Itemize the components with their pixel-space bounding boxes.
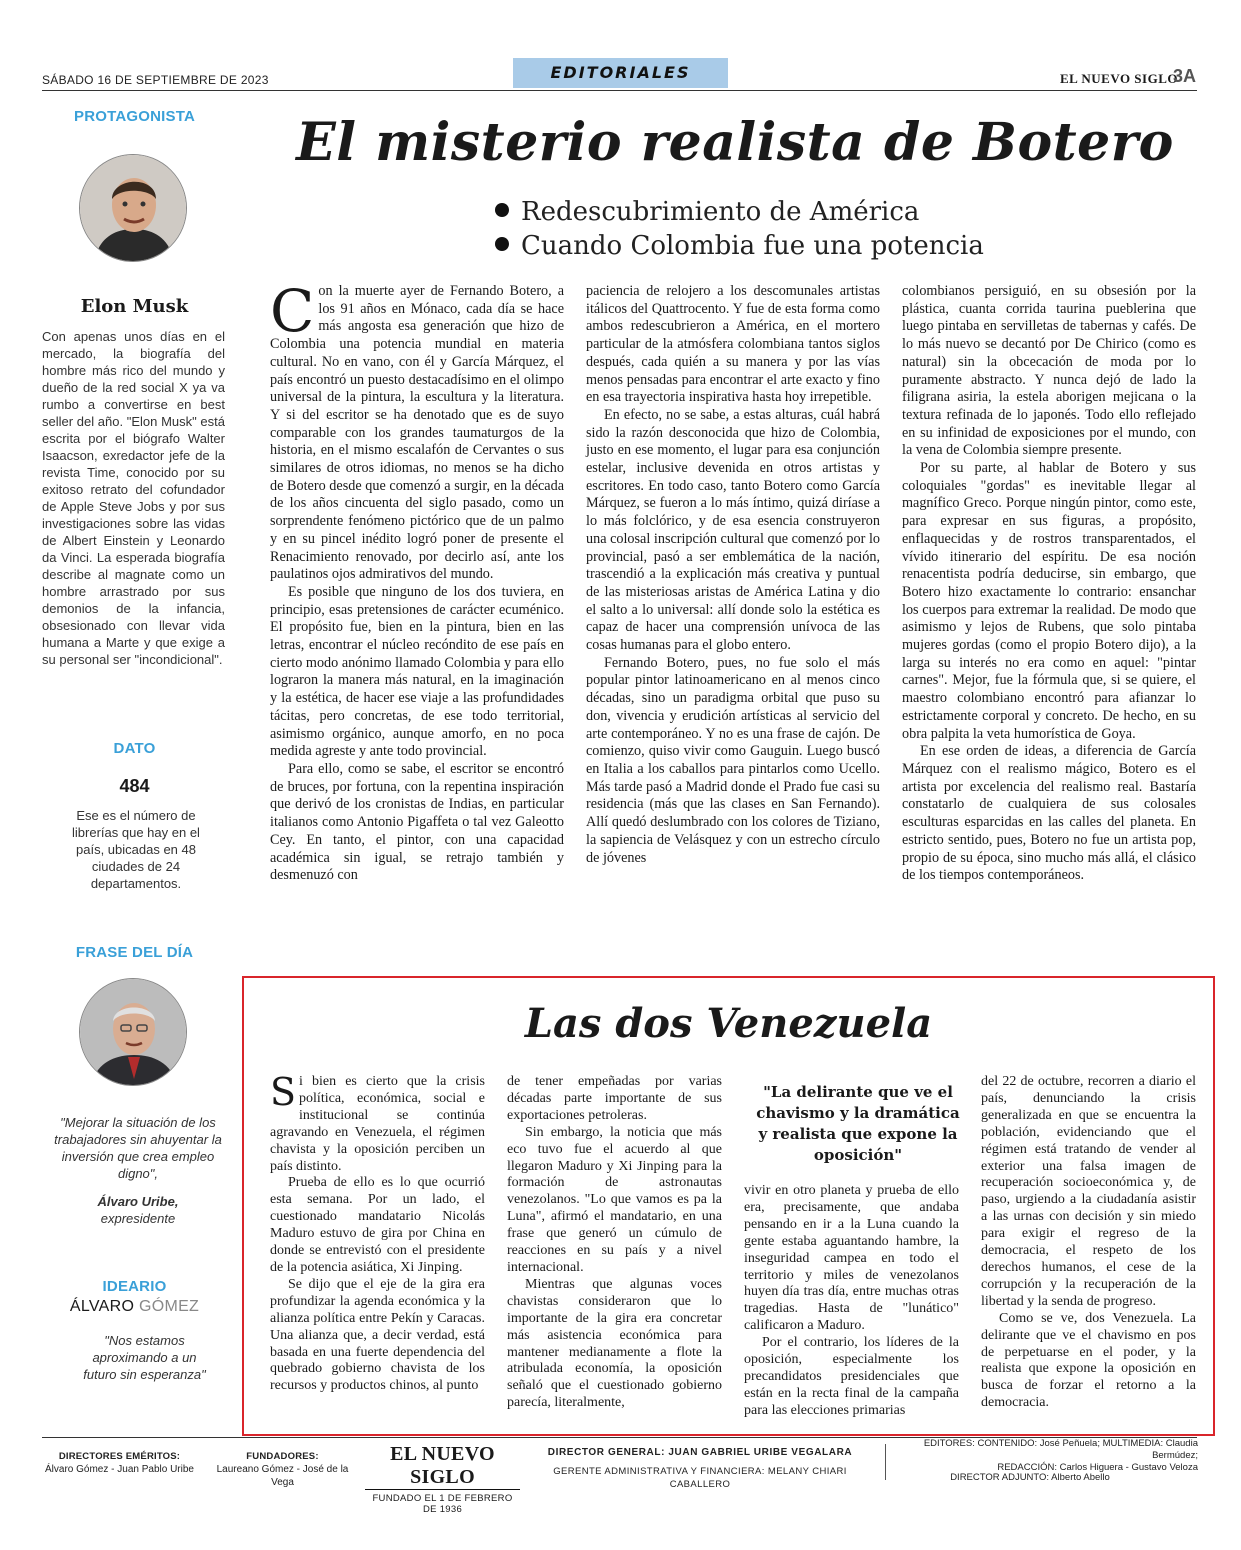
- paragraph-text: on la muerte ayer de Fernando Botero, a los 91 años en Mónaco, cada día se hace más angosta esa generación que hizo de Colombia una potencia mundial en materia cultural. No en vano, con él y García Márquez, el país encontró un puesto destacadísimo en el olimpo universal de la pintura, la escultura y la literatura. Y si del escritor se ha denotado que es de suyo comparable con los grandes taumaturgos de la historia, en el mismo escalafón de Cervantes o sus similares de otros idiomas, no menos se ha dicho de Botero desde que comenzó a surgir, en la década de los años cincuenta del siglo pasado, como un sorprendente fenómeno pictórico que de un palmo y en su pincel inédito logró poner de presente el Renacimiento renovado, por decirlo así, ante los paulatinos ojos admirativos del mundo.: [270, 283, 564, 583]
- drop-cap: S: [270, 1070, 297, 1114]
- protagonista-text: Con apenas unos días en el mercado, la biografía del hombre más rico del mundo y dueño de la red social X ya va rumbo a convertirse en best seller del año. "Elon Musk" está escrita por el biógrafo Walter Isaacson, exredactor jefe de la revista Time, conocido por su exitoso retrato del cofundador de Apple Steve Jobs y por sus investigaciones sobre las vidas de Albert Einstein y Leonardo da Vinci. La esperada biografía describe al magnate como un hombre arrastrado por sus demonios de la infancia, obsesionado con llevar vida humana a Marte y que exige a su personal ser "incondicional".: [42, 329, 225, 667]
- footer-editors: [888, 1438, 1198, 1474]
- second-editorial-column-3: [744, 1183, 959, 1420]
- footer-separator: [885, 1444, 886, 1480]
- ideario-quote: "Nos estamos aproximando a un futuro sin esperanza": [83, 1333, 206, 1382]
- paragraph: del 22 de octubre, recorren a diario el país, denunciando la crisis generalizada en que se encuentra la población, evidenciando que el régimen está tratando de vender al exterior una falsa imagen de recuperación socioeconómica y, de paso, urgiendo a la ciudadanía asistir a las urnas con decisión y sin miedo para exigir el regreso de la democracia, el respeto de los derechos humanos, el cese de la corrupción y la recuperación de la libertad y la senda de progreso.: [981, 1074, 1196, 1309]
- paragraph: vivir en otro planeta y prueba de ello era, precisamente, que andaba pensando en ir a la Luna cuando la gente estaba aguantando hambre, la inseguridad campea en todo el territorio y miles de venezolanos huyen día tras día, entre muchas otras tragedias. Hasta de "lunático" calificaron a Maduro.: [744, 1183, 959, 1334]
- ideario-last-name: GÓMEZ: [138, 1298, 200, 1315]
- frase-author: [48, 1193, 228, 1210]
- paragraph: Para ello, como se sabe, el escritor se encontró de bruces, por fortuna, con la repentina inspiración que derivó de los cronistas de Indias, en particular italianos como Antonio Pigaffeta o tal vez Galeotto Cey. En tanto, el pintor, con una capacidad académica sin igual, se retrajo también y desmenuzó con: [270, 760, 564, 884]
- page-number: 3A: [1173, 66, 1197, 86]
- editorial-column-2: [586, 283, 880, 867]
- bullet-icon: [495, 203, 509, 217]
- subhead-2-text: Cuando Colombia fue una potencia: [521, 231, 984, 261]
- editorial-subheads: [495, 195, 984, 263]
- directores-names: Álvaro Gómez - Juan Pablo Uribe: [45, 1464, 194, 1475]
- paragraph: Fernando Botero, pues, no fue solo el más popular pintor latinoamericano en al menos cinco décadas, sino un paradigma orbital que puso su don, vivencia y erudición artísticas al servicio del arte contemporáneo. Y no es una frase de cajón. De comienzo, quiso vivir como Gauguin. Luego buscó en Italia a los caballos para pintarlos como Ucello. Más tarde pasó a Madrid donde el Prado fue casi su residencia (más que las clases en San Fernando). Allí quedó deslumbrado con los colores de Tiziano, la sapiencia de Velásquez y con un estrecho círculo de jóvenes: [586, 654, 880, 866]
- header-rule: [42, 90, 1197, 91]
- fundadores-names: Laureano Gómez - José de la Vega: [216, 1464, 349, 1488]
- ideario-label: IDEARIO: [102, 1278, 167, 1295]
- paragraph: Por el contrario, los líderes de la oposición, especialmente los precandidatos presidenciales que están en la recta final de la campaña para las elecciones primarias: [744, 1335, 959, 1418]
- paragraph: En ese orden de ideas, a diferencia de García Márquez con el realismo mágico, Botero es el artista por excelencia del realismo real. Bastaría constatarlo de cualquiera de sus colosales esculturas esparcidas en las calles del planeta. En estricto sentido, pues, Botero no fue un artista pop, propio de su época, sino mucho más allá, el clásico de los tiempos contemporáneos.: [902, 743, 1196, 884]
- paragraph: [270, 1070, 485, 1175]
- second-editorial-title: Las dos Venezuela: [524, 1000, 933, 1047]
- footer-directores: [42, 1450, 197, 1476]
- paragraph: Se dijo que el eje de la gira era profundizar la agenda económica y la alianza política entre Pekín y Caracas. Una alianza que, a decir verdad, está basada en una fuerte dependencia del quebrado gobierno chavista de los recursos y productos chinos, al punto: [270, 1276, 485, 1394]
- editores: EDITORES: CONTENIDO: José Peñuela; MULTIMEDIA: Claudia Bermúdez;: [923, 1438, 1198, 1461]
- frase-author-photo: [79, 978, 187, 1086]
- director-general: DIRECTOR GENERAL: JUAN GABRIEL URIBE VEGALARA: [547, 1447, 853, 1458]
- gerente: GERENTE ADMINISTRATIVA Y FINANCIERA: MELANY CHIARI CABALLERO: [553, 1466, 847, 1490]
- dato-number: 484: [119, 776, 150, 796]
- paragraph-text: i bien es cierto que la crisis política, económica, social e institucional se continúa agravando en Venezuela, el régimen chavista y la oposición perciben un país distinto.: [270, 1074, 485, 1174]
- frase-author-role: expresidente: [100, 1211, 176, 1226]
- subhead-2: [495, 229, 984, 263]
- footer-logo: [365, 1443, 520, 1515]
- fundadores-label: FUNDADORES:: [246, 1451, 319, 1462]
- second-editorial-column-4: [981, 1074, 1196, 1412]
- second-editorial-column-2: [507, 1074, 722, 1412]
- footer-logo-text: EL NUEVO SIGLO: [365, 1443, 520, 1490]
- bullet-icon: [495, 237, 509, 251]
- protagonista-name: Elon Musk: [80, 296, 189, 317]
- paragraph: Prueba de ello es lo que ocurrió esta semana. Por un lado, el cuestionado mandatario Nicolás Maduro estuvo de gira por China en donde se entrevistó con el presidente de la potencia asiática, Xi Jinping.: [270, 1175, 485, 1275]
- paragraph: Por su parte, al hablar de Botero y sus coloquiales "gordas" es inevitable llegar al magnífico Greco. Porque ningún pintor, como este, para expresar en sus figuras, a propósito, enflaquecidas y de rostros transparentados, el vívido itinerario del espíritu. De esa noción renacentista podría deducirse, sin embargo, que Botero hizo exactamente lo contrario: ensanchar los cuerpos para extremar la realidad. De modo que asimismo y lejos de Rubens, que solo pintaba mujeres gordas (como el propio Botero dijo), a la larga su interés no era como en aquel: "pintar carnes". Mejor, fue la fórmula que, si se quiere, el maestro colombiano encontró para afianzar lo estrictamente corporal y concreto. De hecho, en su obra palpita la veta humorística de Goya.: [902, 460, 1196, 742]
- paragraph: En efecto, no se sabe, a estas alturas, cuál habrá sido la razón desconocida que hizo de Colombia, justo en ese momento, el lugar para esa conjunción estelar, inclusive devenida en otros artistas y escritores. En todo caso, tanto Botero como García Márquez, se fueron a lo más íntimo, quizá diríase a lo más folclórico, y de esa esencia construyeron una colosal inscripción cultural que comenzó por lo provincial, pasó a ser emblemática de la nación, trascendió a la explicación más creativa y puntual de las misteriosas aristas de América Latina y dio el salto a lo universal: allí donde solo la estética es capaz de hacer una comprensión unívoca de las cosas humanas para el globo entero.: [586, 406, 880, 654]
- dato-text: Ese es el número de librerías que hay en el país, ubicadas en 48 ciudades de 24 departamentos.: [72, 808, 200, 891]
- directores-label: DIRECTORES EMÉRITOS:: [58, 1451, 181, 1462]
- subhead-1-text: Redescubrimiento de América: [521, 197, 920, 227]
- section-banner: EDITORIALES: [513, 58, 728, 88]
- paragraph: Como se ve, dos Venezuela. La delirante que ve el chavismo en pos de perpetuarse en el poder, y la realista que expone la oposición en busca de forzar el retorno a la democracia.: [981, 1310, 1196, 1411]
- frase-author-name: Álvaro Uribe,: [97, 1194, 179, 1209]
- frase-label: FRASE DEL DÍA: [75, 944, 194, 961]
- newspaper-name: EL NUEVO SIGLO: [1060, 71, 1178, 86]
- protagonista-label: PROTAGONISTA: [73, 108, 195, 125]
- editorial-title: El misterio realista de Botero: [296, 112, 1174, 173]
- paragraph: de tener empeñadas por varias décadas parte importante de sus exportaciones petroleras.: [507, 1074, 722, 1123]
- subhead-1: [495, 195, 984, 229]
- paragraph: Es posible que ninguno de los dos tuviera, en principio, esas pretensiones de carácter ecuménico. El propósito fue, bien en la pintura, bien en las letras, encontrar el núcleo recóndito de ese país en cierto modo anónimo llamado Colombia y para ello lograron la manera más natural, en la imaginación y la estética, de hacer ese viaje a las profundidades tácitas, pero concretas, de ese todo territorial, asimismo orgánico, aunque amorfo, en no poca medida agreste y ante todo provincial.: [270, 583, 564, 760]
- paragraph: colombianos persiguió, en su obsesión por la plástica, cuanta corrida taurina pueblerina que luego pintaba en servilletas de tabernas y cafés. De lo más nuevo se decantó por De Chirico (como es natural) sin la obcecación de moda por lo puramente abstracto. Y nunca dejó de lado la filigrana asiria, la estela aborigen mejicana o la textura refinada de lo japonés. Todo ello reflejado en su infinidad de exposiciones por el mundo, con la vena de Colombia siempre presente.: [902, 283, 1196, 459]
- editorial-column-3: [902, 283, 1196, 885]
- protagonista-photo: [79, 154, 187, 262]
- redaccion: REDACCIÓN: Carlos Higuera - Gustavo Veloza: [997, 1462, 1198, 1473]
- paragraph: Mientras que algunas voces chavistas consideraron que lo importante de la gira era concretar más asistencia económica para mantener medianamente a flote la atribulada economía, la oposición señaló que el cuestionado gobierno parecía, literalmente,: [507, 1276, 722, 1411]
- second-editorial-column-1: [270, 1070, 485, 1395]
- director-adjunto: DIRECTOR ADJUNTO: Alberto Abello: [950, 1472, 1110, 1483]
- drop-cap: C: [270, 277, 315, 345]
- footer-fundadores: [205, 1450, 360, 1489]
- footer-management: [530, 1446, 870, 1491]
- ideario-author: [42, 1298, 227, 1316]
- pull-quote: "La delirante que ve el chavismo y la dramática y realista que expone la oposición": [756, 1083, 960, 1164]
- dato-label: DATO: [113, 740, 156, 757]
- paragraph: [270, 277, 564, 584]
- editorial-column-1: [270, 277, 564, 885]
- issue-date: SÁBADO 16 DE SEPTIEMBRE DE 2023: [42, 73, 269, 87]
- ideario-first-name: ÁLVARO: [69, 1298, 135, 1315]
- paragraph: Sin embargo, la noticia que más eco tuvo fue el acuerdo al que llegaron Maduro y Xi Jinping para la formación de astronautas venezolanos. "Lo que vamos es pa la Luna", afirmó el mandatario, en una frase que generó un cúmulo de reacciones en su país y a nivel internacional.: [507, 1124, 722, 1275]
- frase-quote: "Mejorar la situación de los trabajadores sin ahuyentar la inversión que crea empleo digno",: [54, 1115, 222, 1181]
- paragraph: paciencia de relojero a los descomunales artistas itálicos del Quattrocento. Y fue de esta forma como ambos redescubrieron a América, en el mortero particular de la atmósfera colombiana tantos siglos después, cada quién a su manera y por las vías menos pensadas para encontrar el arte exacto y fino en esa trayectoria inspirativa hasta hoy irrepetible.: [586, 283, 880, 406]
- footer-founded: FUNDADO EL 1 DE FEBRERO DE 1936: [372, 1493, 513, 1515]
